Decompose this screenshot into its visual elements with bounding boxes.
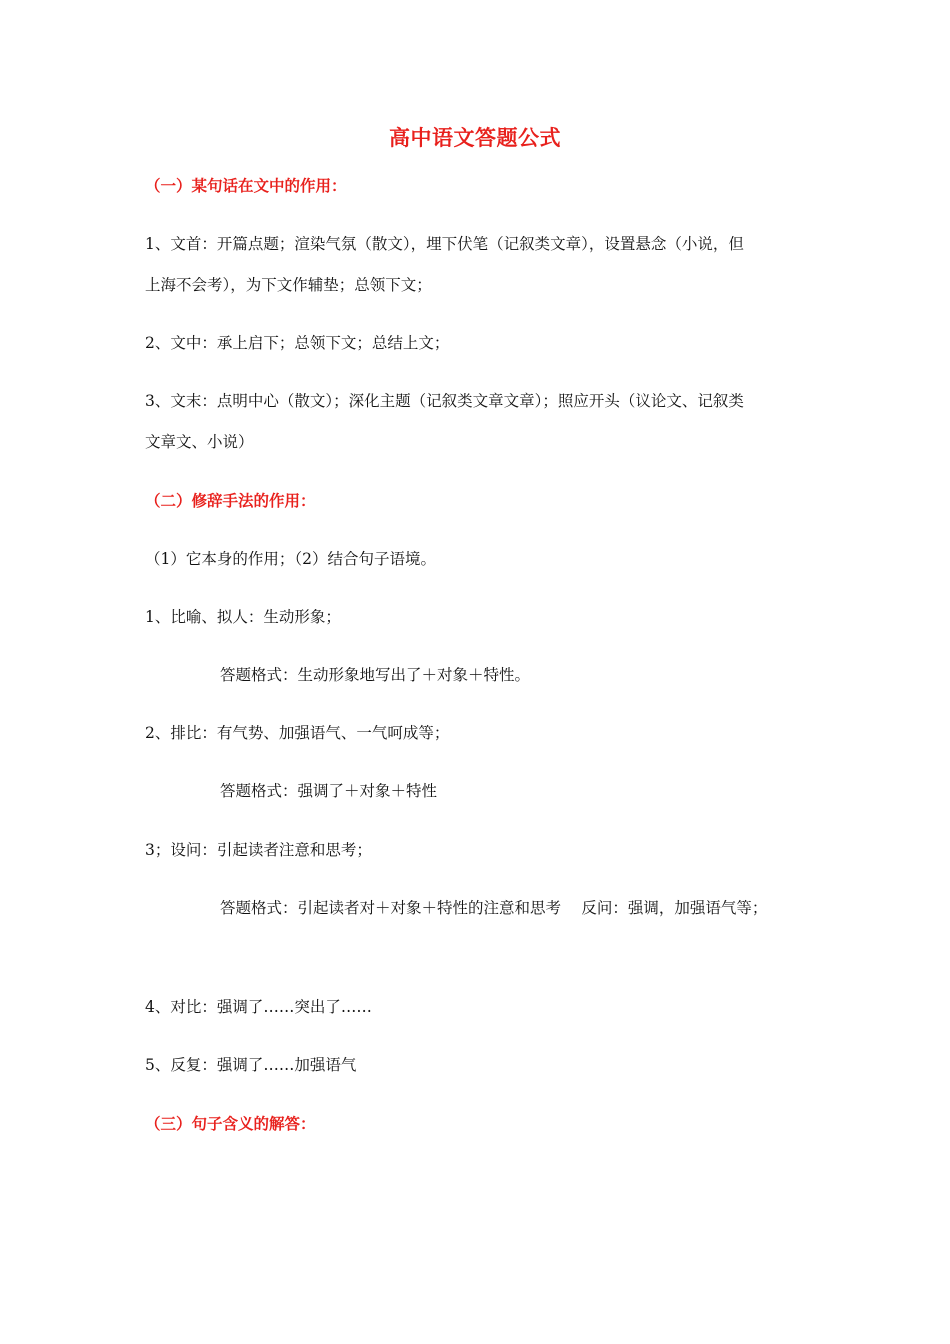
paragraph-line: 1、文首：开篇点题；渲染气氛（散文），埋下伏笔（记叙类文章），设置悬念（小说，但 — [145, 235, 744, 253]
document-title: 高中语文答题公式 — [389, 125, 561, 150]
answer-format-line: 答题格式：生动形象地写出了＋对象＋特性。 — [220, 666, 531, 684]
paragraph-line: 上海不会考），为下文作辅垫；总领下文； — [145, 276, 432, 294]
section-heading-2: （二）修辞手法的作用： — [145, 491, 316, 510]
paragraph-line: 文章文、小说） — [145, 433, 254, 451]
paragraph-line: 2、排比：有气势、加强语气、一气呵成等； — [145, 724, 450, 742]
answer-format-line: 答题格式：引起读者对＋对象＋特性的注意和思考 反问：强调，加强语气等； — [220, 899, 768, 917]
section-heading-1: （一）某句话在文中的作用： — [145, 176, 347, 195]
paragraph-line: 3；设问：引起读者注意和思考； — [145, 841, 372, 859]
section-heading-3: （三）句子含义的解答： — [145, 1114, 316, 1133]
paragraph-line: 3、文末：点明中心（散文）；深化主题（记叙类文章文章）；照应开头（议论文、记叙类 — [145, 392, 744, 410]
paragraph-line: 5、反复：强调了……加强语气 — [145, 1056, 357, 1074]
paragraph-line: 4、对比：强调了……突出了…… — [145, 998, 372, 1016]
paragraph-line: 2、文中：承上启下；总领下文；总结上文； — [145, 334, 450, 352]
paragraph-line: 1、比喻、拟人：生动形象； — [145, 608, 341, 626]
paragraph-line: （1）它本身的作用；（2）结合句子语境。 — [145, 550, 436, 568]
answer-format-line: 答题格式：强调了＋对象＋特性 — [220, 782, 438, 800]
